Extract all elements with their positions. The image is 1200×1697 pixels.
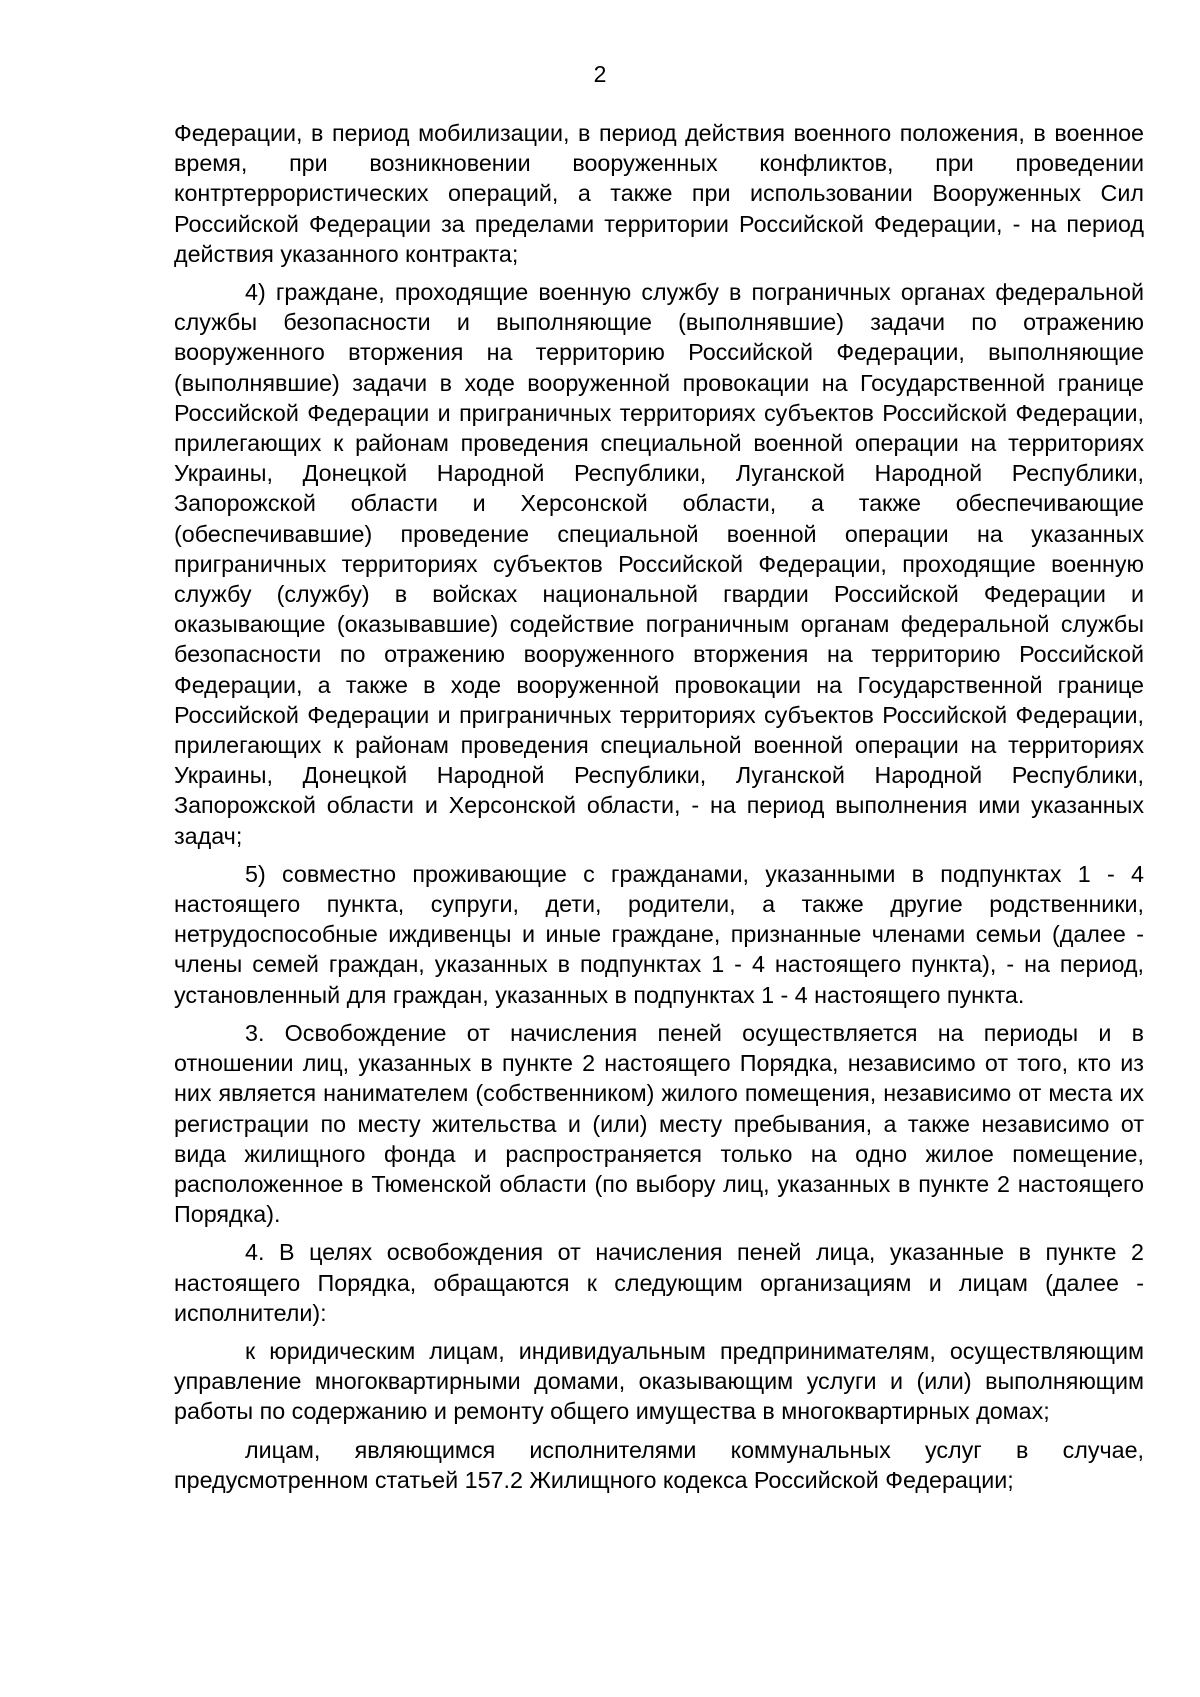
page-number: 2 bbox=[593, 61, 607, 87]
paragraph-item-4: 4. В целях освобождения от начисления пеней лица, указанные в пункте 2 настоящего Порядка, обращаются к следующим организациям и лицам (далее - исполнители): bbox=[174, 1239, 1144, 1326]
document-body bbox=[174, 118, 1144, 1503]
paragraph-item-3: 3. Освобождение от начисления пеней осуществляется на периоды и в отношении лиц, указанных в пункте 2 настоящего Порядка, независимо от того, кто из них является нанимателем (собственником) жилого помещения, независимо от места их регистрации по месту жительства и (или) месту пребывания, а также независимо от вида жилищного фонда и распространяется только на одно жилое помещение, расположенное в Тюменской области (по выбору лиц, указанных в пункте 2 настоящего Порядка). bbox=[174, 1019, 1144, 1228]
paragraph-continuation: Федерации, в период мобилизации, в период действия военного положения, в военное время, при возникновении вооруженных конфликтов, при проведении контртеррористических операций, а также при использовании Вооруженных Сил Российской Федерации за пределами территории Российской Федерации, - на период действия указанного контракта; bbox=[174, 120, 1144, 267]
paragraph-subitem-5: 5) совместно проживающие с гражданами, указанными в подпунктах 1 - 4 настоящего пункта, супруги, дети, родители, а также другие родственники, нетрудоспособные иждивенцы и иные граждане, признанные членами семьи (далее - члены семей граждан, указанных в подпунктах 1 - 4 настоящего пункта), - на период, установленный для граждан, указанных в подпунктах 1 - 4 настоящего пункта. bbox=[174, 860, 1144, 1008]
paragraph-list-entry-1: к юридическим лицам, индивидуальным предпринимателям, осуществляющим управление многоквартирными домами, оказывающим услуги и (или) выполняющим работы по содержанию и ремонту общего имущества в многоквартирных домах; bbox=[174, 1337, 1144, 1425]
paragraph-list-entry-2: лицам, являющимся исполнителями коммунальных услуг в случае, предусмотренном статьей 157.2 Жилищного кодекса Российской Федерации; bbox=[174, 1436, 1144, 1493]
paragraph-subitem-4: 4) граждане, проходящие военную службу в пограничных органах федеральной службы безопасности и выполняющие (выполнявшие) задачи по отражению вооруженного вторжения на территорию Российской Федерации, выполняющие (выполнявшие) задачи в ходе вооруженной провокации на Государственной границе Российской Федерации и приграничных территориях субъектов Российской Федерации, прилегающих к районам проведения специальной военной операции на территориях Украины, Донецкой Народной Республики, Луганской Народной Республики, Запорожской области и Херсонской области, а также обеспечивающие (обеспечивавшие) проведение специальной военной операции на указанных приграничных территориях субъектов Российской Федерации, проходящие военную службу (службу) в войсках национальной гвардии Российской Федерации и оказывающие (оказывавшие) содействие пограничным органам федеральной службы безопасности по отражению вооруженного вторжения на территорию Российской Федерации, а также в ходе вооруженной провокации на Государственной границе Российской Федерации и приграничных территориях субъектов Российской Федерации, прилегающих к районам проведения специальной военной операции на территориях Украины, Донецкой Народной Республики, Луганской Народной Республики, Запорожской области и Херсонской области, - на период выполнения ими указанных задач; bbox=[174, 279, 1144, 849]
